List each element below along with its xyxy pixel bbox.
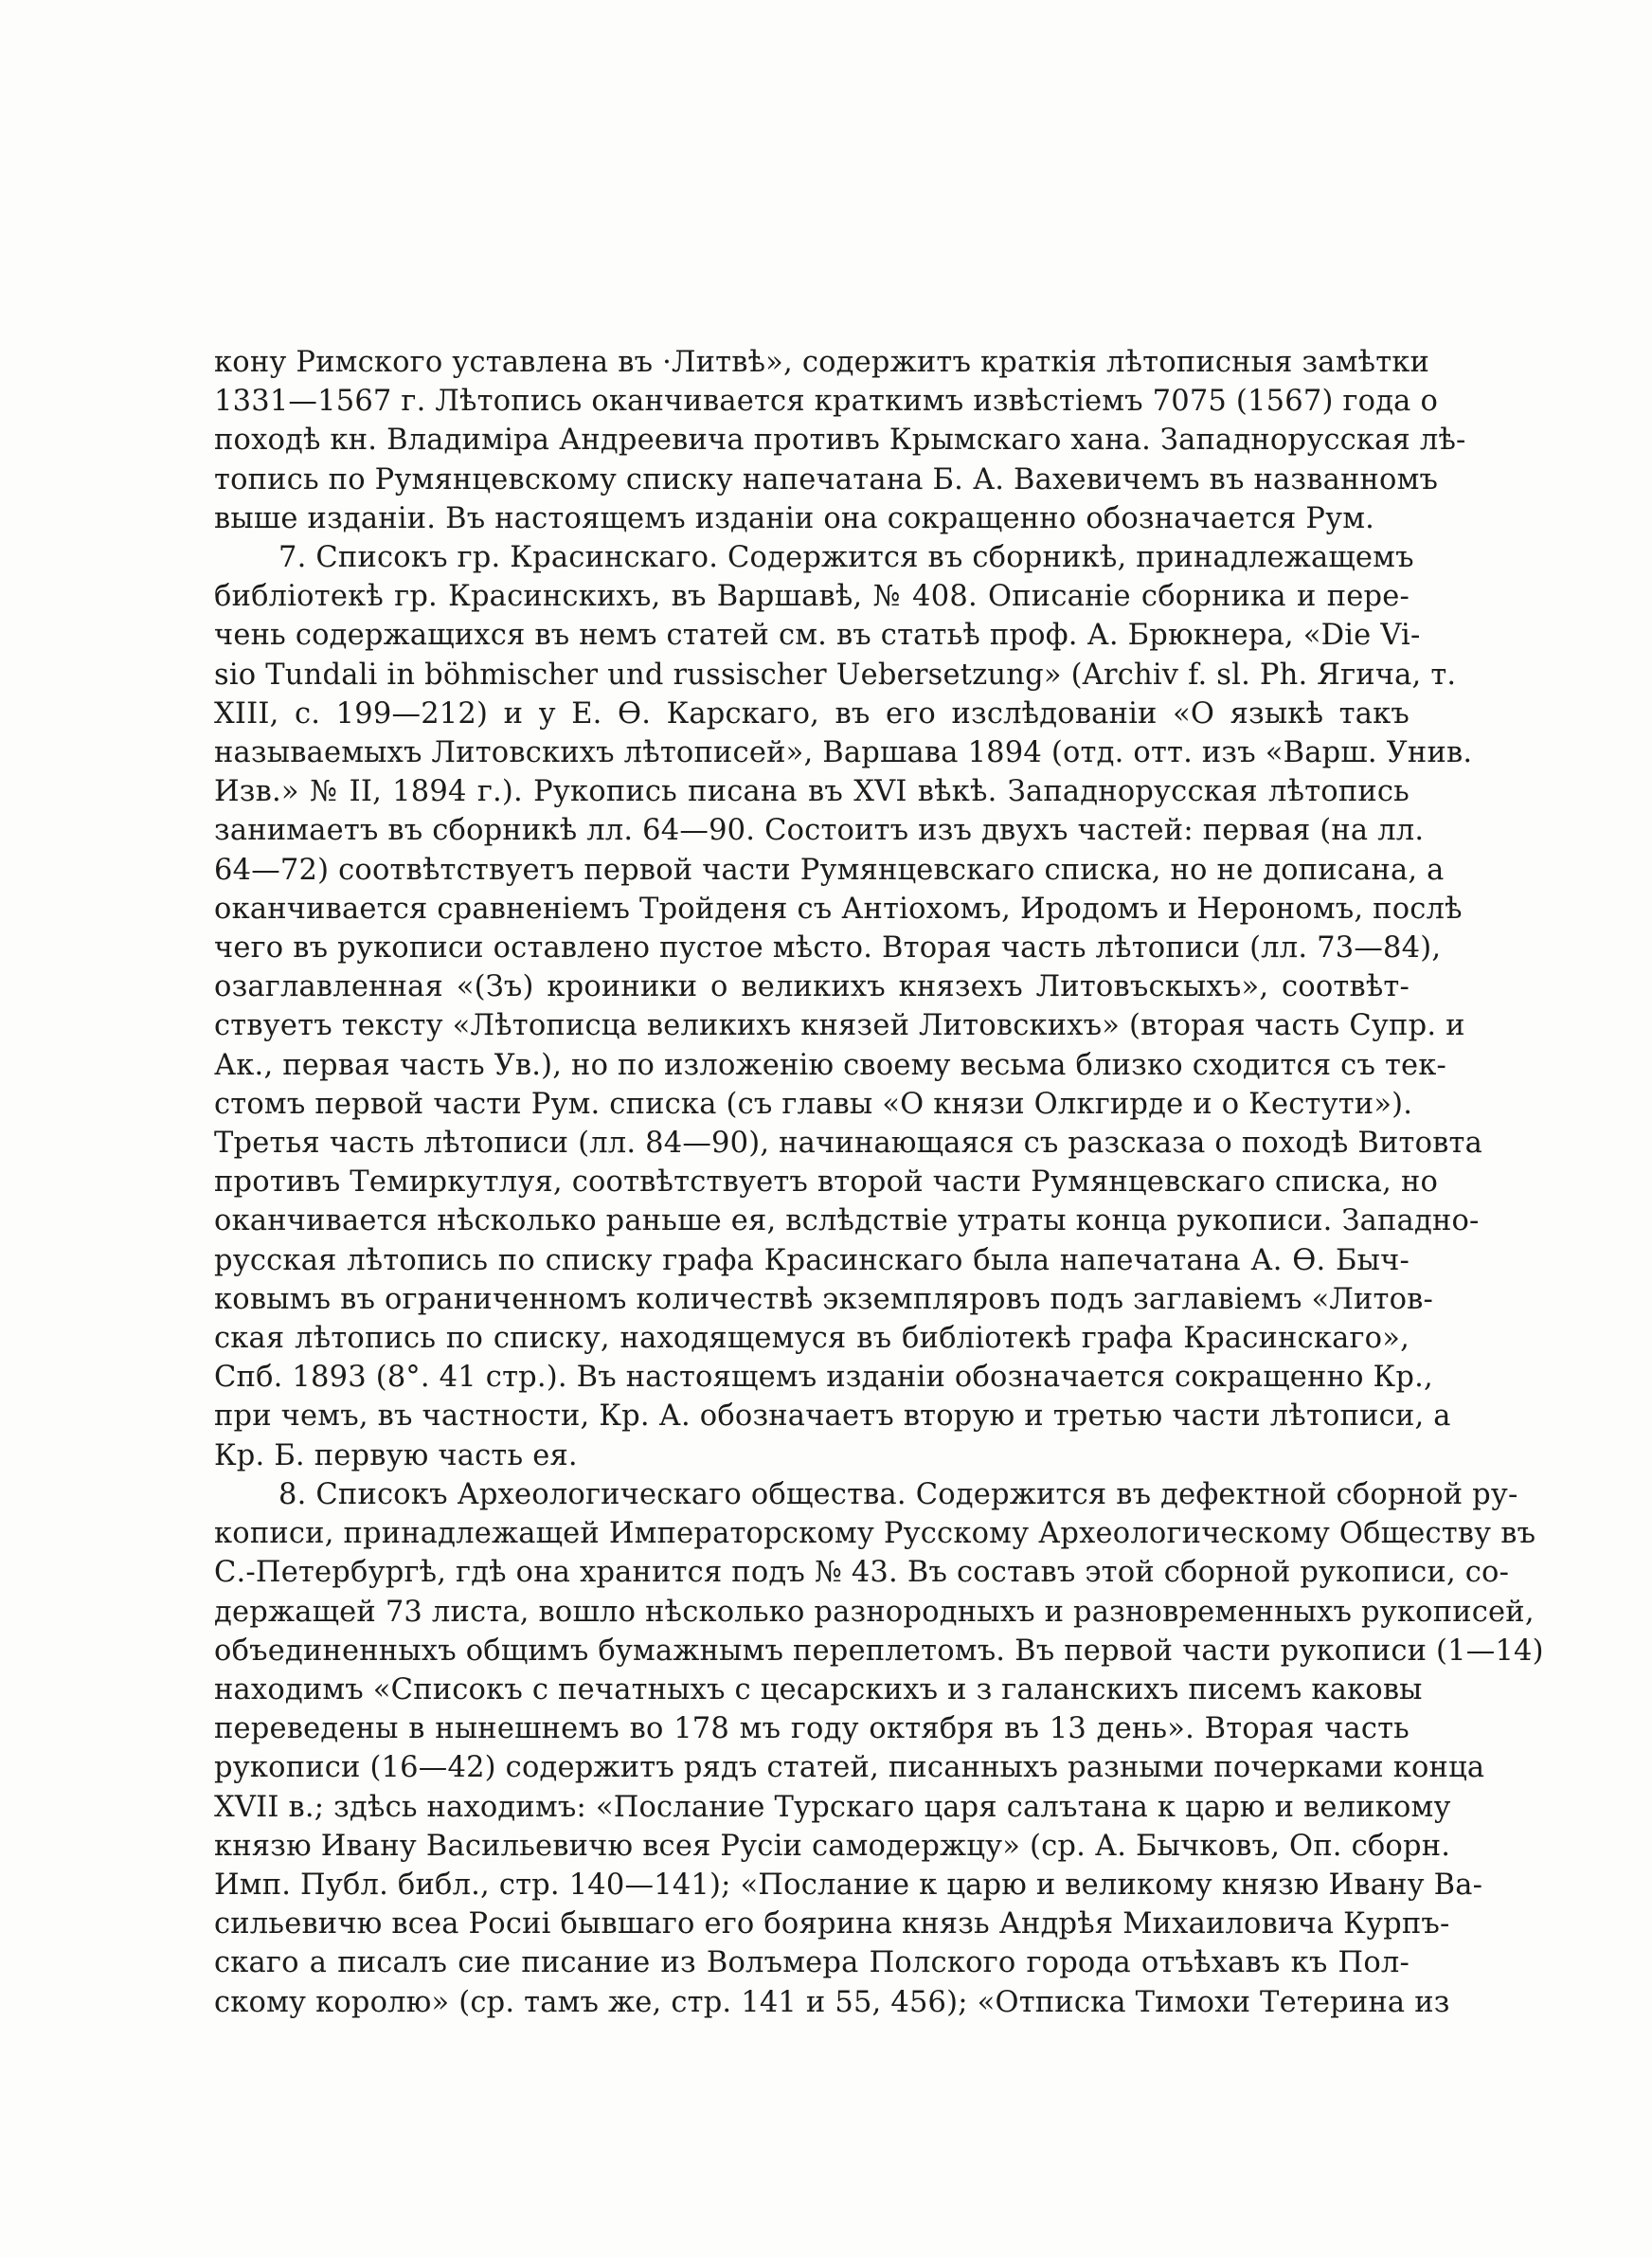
section-8: [214, 1475, 1544, 2022]
text-line: XIII, с. 199—212) и у Е. Ѳ. Карскаго, въ его изслѣдованіи «О языкѣ такъ: [214, 696, 1410, 731]
text-line: ствуетъ тексту «Лѣтописца великихъ князей Литовскихъ» (вторая часть Супр. и: [214, 1009, 1465, 1043]
text-line: оканчивается сравненіемъ Тройденя съ Антіохомъ, Иродомъ и Нерономъ, послѣ: [214, 892, 1463, 926]
text-line: скому королю» (ср. тамъ же, стр. 141 и 55, 456); «Отписка Тимохи Тетерина из: [214, 1985, 1450, 2019]
text-line: рукописи (16—42) содержитъ рядъ статей, писанныхъ разными почерками конца: [214, 1751, 1485, 1785]
text-line: держащей 73 листа, вошло нѣсколько разнородныхъ и разновременныхъ рукописей,: [214, 1595, 1535, 1629]
text-line: библіотекѣ гр. Красинскихъ, въ Варшавѣ, № 408. Описаніе сборника и пере-: [214, 580, 1410, 614]
text-line: оканчивается нѣсколько раньше ея, вслѣдствіе утраты конца рукописи. Западно-: [214, 1204, 1480, 1238]
text-line: Спб. 1893 (8°. 41 стр.). Въ настоящемъ изданіи обозначается сокращенно Кр.,: [214, 1361, 1433, 1395]
text-line: топись по Румянцевскому списку напечатана Б. А. Вахевичемъ въ названномъ: [214, 462, 1439, 497]
text-line: 7. Списокъ гр. Красинскаго. Содержится въ сборникѣ, принадлежащемъ: [278, 541, 1414, 575]
text-line: кону Римского уставлена въ ·Литвѣ», содержитъ краткія лѣтописныя замѣтки: [214, 346, 1430, 379]
text-line: сильевичю всеа Росиі бывшаго его боярина князь Андрѣя Михаиловича Курпъ-: [214, 1907, 1450, 1941]
section-7: [214, 538, 1482, 1475]
text-line: Третья часть лѣтописи (лл. 84—90), начинающаяся съ разсказа о походѣ Витовта: [214, 1127, 1482, 1161]
text-line: называемыхъ Литовскихъ лѣтописей», Варшава 1894 (отд. отт. изъ «Варш. Унив.: [214, 736, 1473, 770]
text-line: чего въ рукописи оставлено пустое мѣсто. Вторая часть лѣтописи (лл. 73—84),: [214, 931, 1442, 966]
section-6-continuation: [214, 343, 1466, 538]
text-line: ковымъ въ ограниченномъ количествѣ экземпляровъ подъ заглавіемъ «Литов-: [214, 1282, 1434, 1316]
text-line: Ак., первая часть Ув.), но по изложенію своему весьма близко сходится съ тек-: [214, 1048, 1447, 1082]
text-line: походѣ кн. Владиміра Андреевича противъ Крымскаго хана. Западнорусская лѣ-: [214, 424, 1466, 458]
text-line: противъ Темиркутлуя, соотвѣтствуетъ второй части Румянцевскаго списка, но: [214, 1165, 1439, 1200]
text-line: 64—72) соотвѣтствуетъ первой части Румянцевскаго списка, но не дописана, а: [214, 853, 1445, 887]
text-line: С.-Петербургѣ, гдѣ она хранится подъ № 43. Въ составъ этой сборной рукописи, со-: [214, 1556, 1510, 1590]
text-line: Кр. Б. первую часть ея.: [214, 1438, 578, 1472]
body-text: [214, 343, 1544, 2022]
text-line: ская лѣтопись по списку, находящемуся въ библіотекѣ графа Красинскаго»,: [214, 1322, 1410, 1356]
text-line: озаглавленная «(Зъ) кроиники о великихъ князехъ Литовъскыхъ», соотвѣт-: [214, 970, 1410, 1004]
text-line: переведены в нынешнемъ во 178 мъ году октября въ 13 день». Вторая часть: [214, 1712, 1410, 1746]
text-line: чень содержащихся въ немъ статей см. въ статьѣ проф. А. Брюкнера, «Die Vi-: [214, 619, 1421, 653]
text-line: князю Ивану Васильевичю всея Русіи самодержцу» (ср. А. Бычковъ, Оп. сборн.: [214, 1829, 1451, 1863]
text-line: занимаетъ въ сборникѣ лл. 64—90. Состоитъ изъ двухъ частей: первая (на лл.: [214, 814, 1425, 848]
text-line: XVII в.; здѣсь находимъ: «Послание Турскаго царя салътана к царю и великому: [214, 1790, 1451, 1824]
text-line: 1331—1567 г. Лѣтопись оканчивается краткимъ извѣстіемъ 7075 (1567) года о: [214, 385, 1439, 419]
text-line: объединенныхъ общимъ бумажнымъ переплетомъ. Въ первой части рукописи (1—14): [214, 1634, 1544, 1668]
text-line: кописи, принадлежащей Императорскому Русскому Археологическому Обществу въ: [214, 1517, 1536, 1551]
text-line: стомъ первой части Рум. списка (съ главы «О князи Олкгирде и о Кестути»).: [214, 1087, 1413, 1121]
text-line: находимъ «Списокъ с печатныхъ с цесарскихъ и з галанскихъ писемъ каковы: [214, 1672, 1423, 1706]
text-line: выше изданіи. Въ настоящемъ изданіи она сокращенно обозначается Рум.: [214, 501, 1375, 535]
text-line: sio Tundali in böhmischer und russischer Uebersetzung» (Archiv f. sl. Ph. Ягича, т.: [214, 658, 1457, 692]
text-line: Изв.» № II, 1894 г.). Рукопись писана въ XVI вѣкѣ. Западнорусская лѣтопись: [214, 775, 1410, 809]
text-line: русская лѣтопись по списку графа Красинскаго была напечатана А. Ѳ. Быч-: [214, 1243, 1410, 1277]
text-line: скаго а писалъ сие писание из Волъмера Полского города отъѣхавъ къ Пол-: [214, 1946, 1410, 1980]
text-line: при чемъ, въ частности, Кр. А. обозначаетъ вторую и третью части лѣтописи, а: [214, 1399, 1451, 1434]
text-line: Имп. Публ. библ., стр. 140—141); «Послание к царю и великому князю Ивану Ва-: [214, 1868, 1483, 1902]
text-line: 8. Списокъ Археологическаго общества. Содержится въ дефектной сборной ру-: [278, 1477, 1518, 1511]
